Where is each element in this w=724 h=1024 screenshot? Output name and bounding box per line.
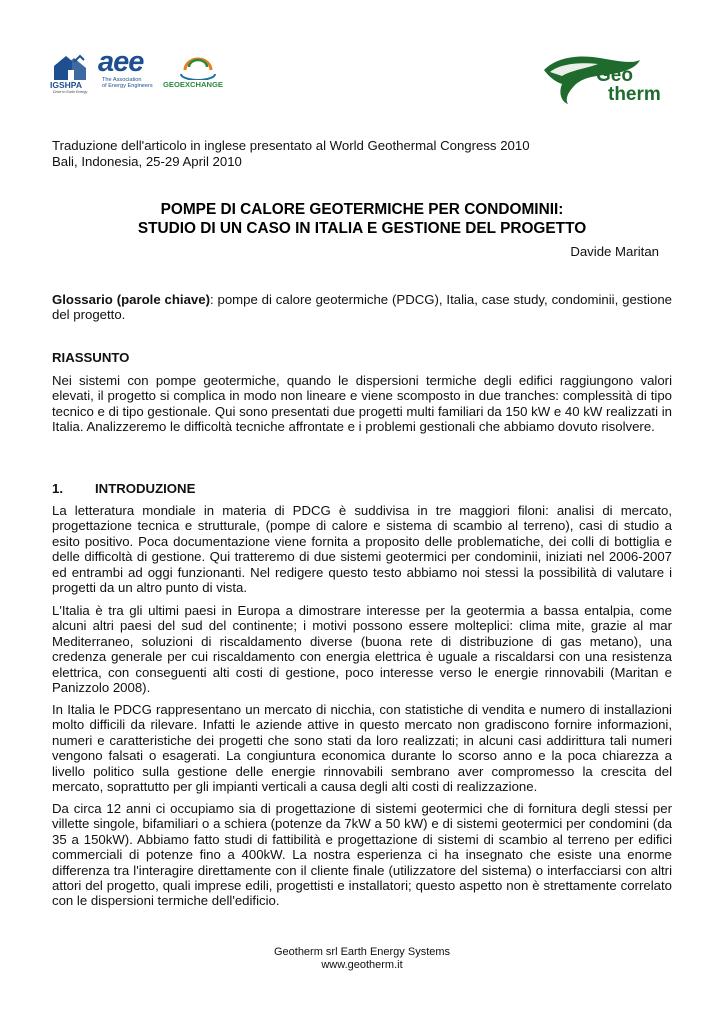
- geotherm-logo: [542, 52, 670, 107]
- intro-paragraph-3: In Italia le PDCG rappresentano un mercato di nicchia, con statistiche di vendita e numero di installazioni molto difficili da rilevare. Infatti le aziende attive in questo mercato non gradiscono fornire informazioni, numeri e caratteristiche dei progetti che sono stati da loro realizzati; in alcuni casi addirittura tali numeri vengono falsati o esagerati. La congiuntura economica durante lo scorso anno e la poca chiarezza a livello politico sulla gestione delle energie rinnovabili sembrano aver compromesso la crescita del mercato, soprattutto per gli impianti verticali a causa degli alti costi di realizzazione.: [52, 702, 672, 795]
- intro-paragraph-4: Da circa 12 anni ci occupiamo sia di progettazione di sistemi geotermici che di fornitura degli stessi per villette singole, bifamiliari o a schiera (potenze da 7kW a 50 kW) e di sistemi geotermici per condomini (da 35 a 150kW). Abbiamo fatto studi di fattibilità e progettazione di sistemi di scambio al terreno per edifici commerciali di potenze fino a 400kW. La nostra esperienza ci ha insegnato che esiste una enorme differenza tra l'interagire direttamente con il cliente finale (utilizzatore del sistema) o interfacciarsi con altri attori del progetto, quali imprese edili, progettisti e installatori; questo aspetto non è strettamente correlato con le dispersioni termiche dell'edificio.: [52, 801, 672, 909]
- igshpa-emblem-icon: [50, 52, 92, 82]
- glossary-text: : pompe di calore geotermiche (PDCG), Italia, case study, condominii, gestione del progetto.: [52, 292, 672, 323]
- igshpa-tagline: Drive to Earth Energy: [53, 90, 88, 94]
- abstract-paragraph: Nei sistemi con pompe geotermiche, quando le dispersioni termiche degli edifici raggiungono valori elevati, il progetto si complica in modo non lineare e viene scomposto in due tranches: complessità di tipo tecnico e di tipo gestionale. Qui sono presentati due progetti multi familiari da 150 kW e 40 kW realizzati in Italia. Analizzeremo le difficoltà tecniche affrontate e i problemi gestionali che abbiamo dovuto risolvere.: [52, 373, 672, 435]
- page-title-line2: STUDIO DI UN CASO IN ITALIA E GESTIONE DEL PROGETTO: [137, 220, 587, 237]
- aee-subtitle-line1: The Association: [102, 77, 142, 83]
- abstract-heading: RIASSUNTO: [52, 350, 130, 365]
- geoexchange-swirl-icon: [163, 50, 233, 80]
- glossary-paragraph: [52, 292, 672, 323]
- geotherm-logo-text-therm: therm: [608, 84, 661, 105]
- author-name: Davide Maritan: [570, 244, 659, 259]
- footer-website: www.geotherm.it: [321, 959, 403, 971]
- igshpa-logo: [50, 52, 92, 96]
- aee-subtitle-line2: of Energy Engineers: [102, 83, 153, 89]
- geoexchange-logo-text: GEOEXCHANGE: [163, 80, 223, 89]
- intro-paragraph-2: L'Italia è tra gli ultimi paesi in Europa a dimostrare interesse per la geotermia a bassa entalpia, come alcuni altri paesi del sud del continente; i motivi possono essere molteplici: clima mite, grazie al mar Mediterraneo, soluzioni di riscaldamento diverse (buona rete di distribuzione di gas metano), una credenza generale per cui riscaldamento con energia elettrica è uguale a riscaldarsi con una resistenza elettrica, con conseguenti alti costi di gestione, poco interesse verso le energie rinnovabili (Maritan e Panizzolo 2008).: [52, 603, 672, 696]
- section-heading: INTRODUZIONE: [95, 481, 196, 496]
- geotherm-logo-text-geo: Geo: [596, 65, 633, 86]
- glossary-label: Glossario (parole chiave): [52, 292, 210, 307]
- section-number: 1.: [52, 481, 63, 496]
- conference-location: Bali, Indonesia, 25-29 April 2010: [52, 154, 242, 169]
- intro-paragraph-1: La letteratura mondiale in materia di PDCG è suddivisa in tre maggiori filoni: analisi di mercato, progettazione tecnica e strutturale, (pompe di calore e sistema di scambio al terreno), casi di studio a esito positivo. Poca documentazione viene fornita a proposito delle problematiche, dei colli di bottiglia e delle difficoltà di gestione. Qui tratteremo di due sistemi geotermici per condominii, iniziati nel 2006-2007 ed entrambi ad oggi funzionanti. Nel redigere questo testo abbiamo noi stessi la possibilità di valutare i progetti da un altro punto di vista.: [52, 503, 672, 596]
- page-title-line1: POMPE DI CALORE GEOTERMICHE PER CONDOMINII:: [160, 201, 564, 218]
- geoexchange-logo: [163, 50, 233, 92]
- footer-company: Geotherm srl Earth Energy Systems: [273, 946, 451, 958]
- aee-logo-text: aee: [98, 46, 144, 78]
- aee-logo: [98, 46, 162, 94]
- translation-note: Traduzione dell'articolo in inglese presentato al World Geothermal Congress 2010: [52, 138, 530, 153]
- igshpa-logo-text: IGSHPA: [50, 80, 82, 90]
